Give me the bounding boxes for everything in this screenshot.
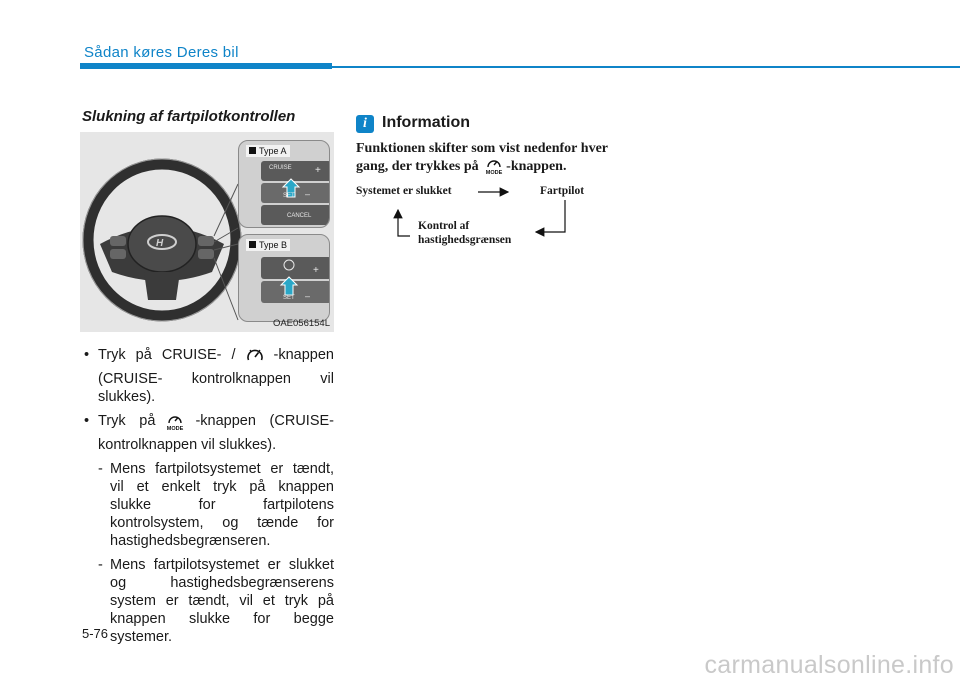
instruction-list — [82, 346, 334, 646]
inset-type-b — [238, 234, 330, 322]
mode-icon — [484, 157, 504, 180]
info-text — [356, 140, 608, 180]
arrow-limit-to-off — [398, 210, 410, 236]
plus-label: + — [315, 165, 321, 176]
info-icon: i — [356, 115, 374, 133]
mode-icon — [165, 413, 185, 436]
plus-label-b: + — [313, 265, 319, 276]
steering-wheel-figure — [80, 132, 334, 332]
svg-text:H: H — [156, 238, 164, 249]
state-limit-line2: hastighedsgrænsen — [418, 234, 512, 246]
sub-list-item — [98, 460, 334, 550]
info-text-before: Funktionen skifter som vist nedenfor hver gang, der trykkes på — [356, 141, 608, 174]
type-b-label: Type B — [246, 239, 290, 251]
sub-item-text: Mens fartpilotsystemet er slukket og hastighedsbegrænserens system er tændt, vil et tryk på knappen slukke for begge systemer. — [110, 557, 334, 645]
list-item — [82, 346, 334, 406]
bullet-text-before: Tryk på CRUISE- / — [98, 347, 236, 363]
state-cruise: Fartpilot — [540, 185, 585, 197]
state-limit-line1: Kontrol af — [418, 220, 470, 232]
info-title: Information — [382, 114, 470, 131]
cancel-button-label: CANCEL — [287, 213, 312, 219]
header-rule-thick — [80, 63, 332, 69]
sub-list-item — [98, 556, 334, 646]
page-heading: Slukning af fartpilotkontrollen — [82, 108, 296, 125]
minus-label: – — [305, 189, 311, 199]
section-title: Sådan køres Deres bil — [84, 44, 239, 61]
list-item — [82, 412, 334, 646]
sub-dash: - — [98, 557, 103, 573]
minus-label-b: – — [305, 291, 311, 301]
sub-item-text: Mens fartpilotsystemet er tændt, vil et enkelt tryk på knappen slukke for fartpilotens kontrolsystem, og tænde for hastighedsbegrænseren. — [110, 461, 334, 549]
cruise-button-label: CRUISE — [269, 165, 292, 171]
bullet-text-after: -knappen (CRUISE- kontrolknappen vil slukkes). — [98, 347, 334, 405]
mode-flow-diagram — [352, 182, 612, 254]
bullet-text-before: Tryk på — [98, 413, 156, 429]
page-number: 5-76 — [82, 626, 109, 641]
mode-icon-text: MODE — [167, 426, 184, 431]
figure-code: OAE056154L — [272, 318, 330, 329]
sub-dash: - — [98, 461, 103, 477]
arrow-cruise-to-limit — [536, 200, 565, 232]
cruise-icon — [246, 347, 264, 370]
state-off: Systemet er slukket — [356, 185, 452, 197]
type-a-label: Type A — [246, 145, 290, 157]
info-text-after: -knappen. — [506, 159, 567, 174]
set-button-label-b: SET — [283, 295, 295, 301]
bullet-dot: • — [84, 347, 90, 363]
bullet-text-after: -knappen (CRUISE-kontrolknappen vil slukkes). — [98, 413, 334, 453]
mode-icon-text: MODE — [485, 170, 503, 175]
inset-type-a — [238, 140, 330, 228]
watermark: carmanualsonline.info — [704, 651, 954, 679]
bullet-dot: • — [84, 413, 90, 429]
header-rule-thin — [332, 66, 960, 68]
set-button-label: SET — [283, 193, 295, 199]
